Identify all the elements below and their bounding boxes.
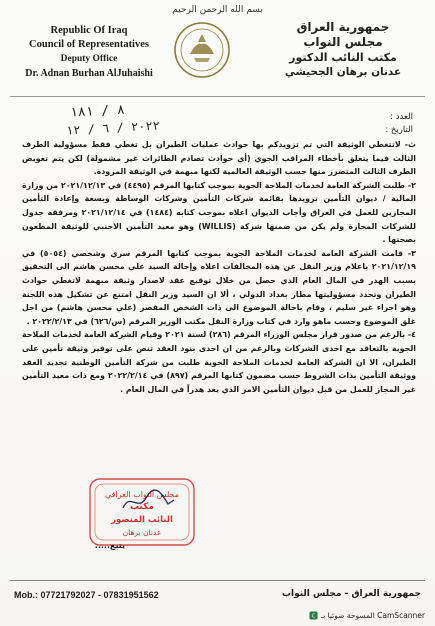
- date-label: التاريخ :: [385, 124, 413, 135]
- number-label: العدد :: [390, 111, 413, 122]
- letter-body: [22, 138, 416, 396]
- camscanner-icon: [309, 611, 318, 620]
- signature: [118, 486, 178, 516]
- paragraph-th: ث- لاتتغطي الوثيقة التي تم تزويدكم بها حوادث عمليات الطيران بل تغطي فقط مسؤولية الطرف الثالث فيما يتعلق بأخطاء المراقب الجوي (أي حوادث تصادم الطائرات غير مشمولة) لكن يتم تعويض الطرف الثالث المتضرر منها حسب الوثيقة العالمية لكنها مبهمة في الوثيقة المزودة.: [22, 140, 416, 177]
- stamp-name-text: النائب المنصور: [111, 515, 173, 525]
- paragraph-3: ٣- قامت الشركة العامة لخدمات الملاحة الجوية بموجب كتابها المرقم سري وشخصي (٥٠٥٤) في ٢٠٢١/١٢/١٩ باعلام وزير النقل عن هذه المخالفات اعلاه وإحالة السيد علي محسن هاشم الى التحقيق بسبب الهدر في المال العام الذي حصل من خلال توقيع عقد لاصدار وثيقة مبهمة لاتغطي حوادث الطيران وتحدد مسؤوليتها مطار بغداد الدولي ، ألا ان السيد وزير النقل امتنع عن تشكيل هذه اللجنة وهو اجراء غير سليم ، وقام باحالة الموضوع الى ذات الشخص المقصر (علي محسن هاشم) من اجل غلق الموضوع وحسب ماهو وارد في كتاب وزارة النقل مكتب الوزير المرقم (س/٦٢٦) في ٢٠٢٢/٢/١٣ .: [22, 248, 416, 326]
- office-ar: مكتب النائب الدكتور: [289, 51, 397, 64]
- scanner-text: CamScanner المسوحة ضوئيا بـ: [320, 611, 425, 620]
- stamp-middle-text: مكتب: [129, 502, 155, 512]
- stamp-bottom-text: عدنان برهان: [122, 528, 162, 537]
- basmala: بسم الله الرحمن الرحيم: [172, 5, 263, 15]
- paragraph-4: ٤- بالرغم من صدور قرار مجلس الوزراء المرقم (٢٨٦) لسنة ٢٠٢١ وقيام الشركة العامة لخدمات الملاحة الجوية بالتعاقد مع احدى الشركات وبالرغم من ان احدى بنود العقد تنص على توفير وثيقة تأمين على الطيران، الا ان الشركة العامة لخدمات الملاحة الجوية طلبت من شركة التأمين الوطنية تجديد العقد ووثيقة التأمين بذات الشروط حسب مضمون كتابها المرقم (٨٩٧) في ٢٠٢٢/٢/١٤ ومع ذات معيد التأمين غير المجاز للعمل من قبل ديوان التأمين الامر الذي يعد هدراً في المال العام .: [22, 330, 416, 394]
- footer-mobile: Mob.: 07721792027 - 07831951562: [14, 590, 159, 600]
- country-en: Republic Of Iraq: [50, 25, 128, 36]
- council-en: Council of Representatives: [29, 39, 149, 50]
- office-en: Deputy Office: [60, 54, 118, 64]
- paragraph-2: ٢- طلبت الشركة العامة لخدمات الملاحة الجوية بموجب كتابها المرقم (٤٤٩٥) في ٢٠٢١/١٢/١٣ من وزارة المالية / ديوان التأمين تزويدها بقائمة شركات التأمين وشركات الوساطة وبسعة وإعادة التأمين المجازين للعمل في العراق وأجاب الديوان اعلاه بموجب كتابه (١٤٨٤) في ٢٠٢١/١٢/١٤ ومرفقه جدول للشركات المجازة ولم يكن من ضمنها شركة (WILLIS) وهو معيد التأمين الاجنبي للوثيقة المطعون بصحتها .: [22, 180, 416, 245]
- reference-number-handwritten: ٨ / ١٨١: [69, 102, 126, 121]
- council-ar: مجلس النواب: [303, 35, 383, 49]
- reference-date-handwritten: ٢٠٢٢ / ٦ / ١٢: [65, 118, 161, 138]
- header-divider: [10, 96, 425, 97]
- letterhead-arabic: [263, 20, 423, 79]
- stamp-top-text: مجلس النواب العراقي: [105, 490, 179, 499]
- continued-label: يتبع.....: [94, 541, 125, 550]
- deputy-name-en: Dr. Adnan Burhan AlJuhaishi: [25, 68, 153, 79]
- letterhead-english: [14, 24, 164, 81]
- footer-republic: جمهورية العراق - مجلس النواب: [281, 589, 421, 599]
- country-ar: جمهورية العراق: [296, 20, 390, 34]
- footer-divider: [10, 580, 425, 581]
- reference-block: [273, 110, 413, 136]
- parliament-emblem-icon: [172, 20, 232, 80]
- scanner-watermark: [309, 611, 425, 620]
- deputy-name-ar: عدنان برهان الجحيشي: [284, 66, 402, 78]
- svg-text:C: C: [311, 613, 316, 620]
